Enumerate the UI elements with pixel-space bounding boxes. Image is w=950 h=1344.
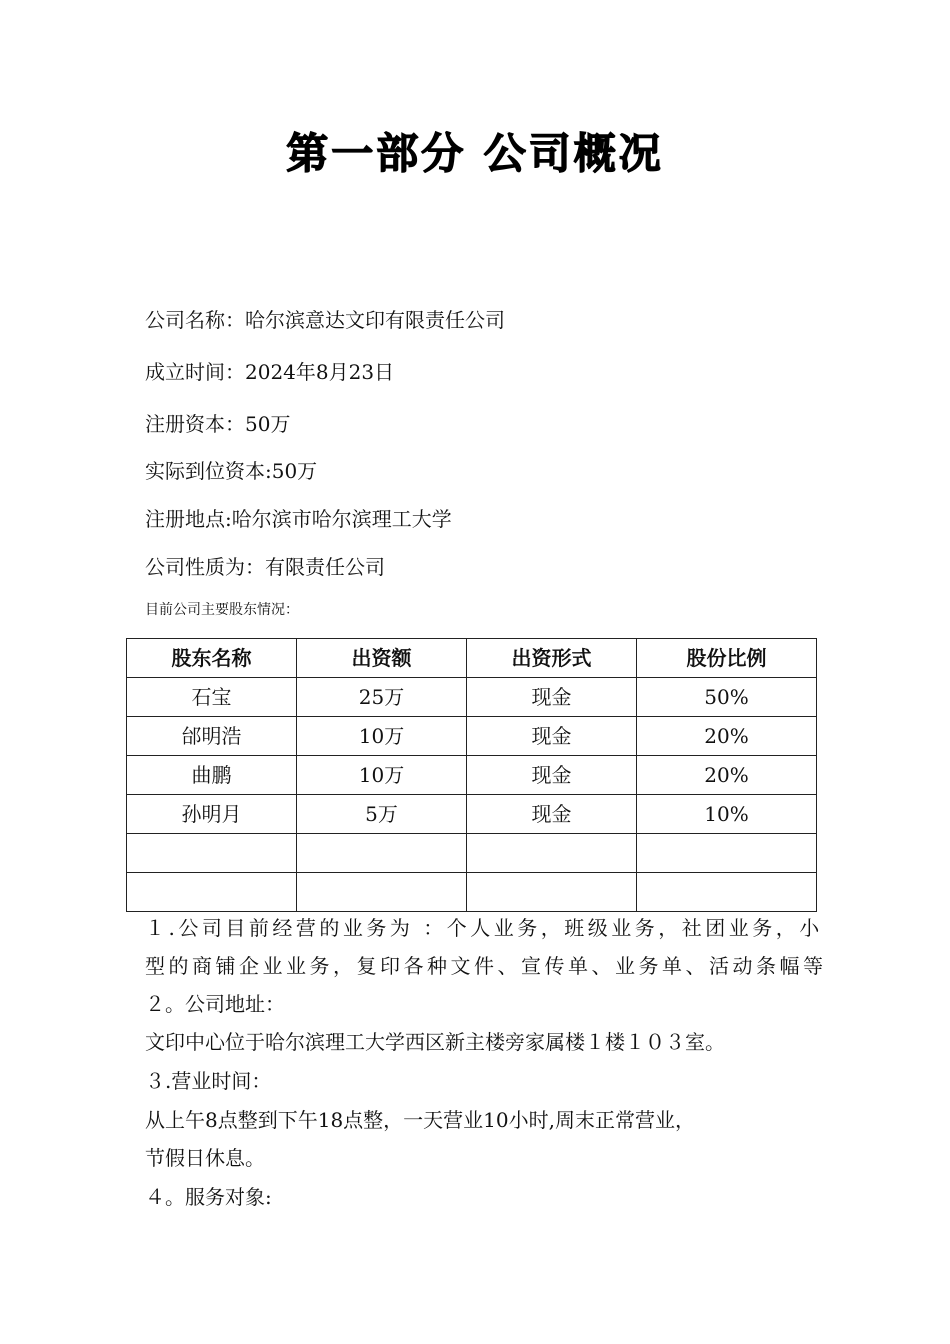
table-cell xyxy=(297,834,467,873)
address-text: 文印中心位于哈尔滨理工大学西区新主楼旁家属楼１楼１０３室。 xyxy=(145,1030,725,1054)
shareholders-table xyxy=(126,638,817,912)
address-heading: ２。公司地址： xyxy=(145,992,285,1016)
table-cell: 邰明浩 xyxy=(127,717,297,756)
company-type-line: 公司性质为：有限责任公司 xyxy=(145,555,385,579)
table-cell: 10万 xyxy=(297,756,467,795)
header-contribution-amount: 出资额 xyxy=(297,639,467,678)
table-header-row xyxy=(127,639,817,678)
founded-date-line: 成立时间：2024年8月23日 xyxy=(145,360,395,384)
table-cell: 现金 xyxy=(467,717,637,756)
table-cell: 10万 xyxy=(297,717,467,756)
registered-address-line: 注册地点:哈尔滨市哈尔滨理工大学 xyxy=(145,507,452,531)
business-scope-line-1: １.公司目前经营的业务为 ：个人业务，班级业务，社团业务，小 xyxy=(145,916,823,940)
table-cell xyxy=(467,873,637,912)
registered-capital-line: 注册资本：50万 xyxy=(145,412,291,436)
hours-line-2: 节假日休息。 xyxy=(145,1146,265,1170)
table-row xyxy=(127,795,817,834)
table-row xyxy=(127,756,817,795)
company-name-line: 公司名称：哈尔滨意达文印有限责任公司 xyxy=(145,308,505,332)
table-row-empty xyxy=(127,834,817,873)
shareholders-caption: 目前公司主要股东情况： xyxy=(145,602,299,618)
table-cell: 20% xyxy=(637,756,817,795)
table-cell: 5万 xyxy=(297,795,467,834)
table-cell: 现金 xyxy=(467,795,637,834)
hours-heading: ３.营业时间： xyxy=(145,1069,272,1093)
table-cell: 曲鹏 xyxy=(127,756,297,795)
table-cell: 25万 xyxy=(297,678,467,717)
page-title: 第一部分 公司概况 xyxy=(286,129,664,178)
hours-line-1: 从上午8点整到下午18点整，一天营业10小时,周末正常营业， xyxy=(145,1108,695,1132)
header-share-ratio: 股份比例 xyxy=(637,639,817,678)
table-cell xyxy=(637,873,817,912)
table-row xyxy=(127,678,817,717)
table-cell xyxy=(467,834,637,873)
table-cell: 孙明月 xyxy=(127,795,297,834)
table-cell: 10% xyxy=(637,795,817,834)
table-cell: 50% xyxy=(637,678,817,717)
table-row xyxy=(127,717,817,756)
table-row-empty xyxy=(127,873,817,912)
header-contribution-form: 出资形式 xyxy=(467,639,637,678)
table-cell: 石宝 xyxy=(127,678,297,717)
paid-in-capital-line: 实际到位资本:50万 xyxy=(145,459,318,483)
service-heading: ４。服务对象: xyxy=(145,1185,272,1209)
table-cell xyxy=(297,873,467,912)
table-cell: 20% xyxy=(637,717,817,756)
table-cell xyxy=(637,834,817,873)
table-cell: 现金 xyxy=(467,678,637,717)
table-cell xyxy=(127,834,297,873)
business-scope-line-2: 型的商铺企业业务，复印各种文件、宣传单、业务单、活动条幅等 xyxy=(145,954,827,978)
table-cell: 现金 xyxy=(467,756,637,795)
table-cell xyxy=(127,873,297,912)
header-shareholder-name: 股东名称 xyxy=(127,639,297,678)
